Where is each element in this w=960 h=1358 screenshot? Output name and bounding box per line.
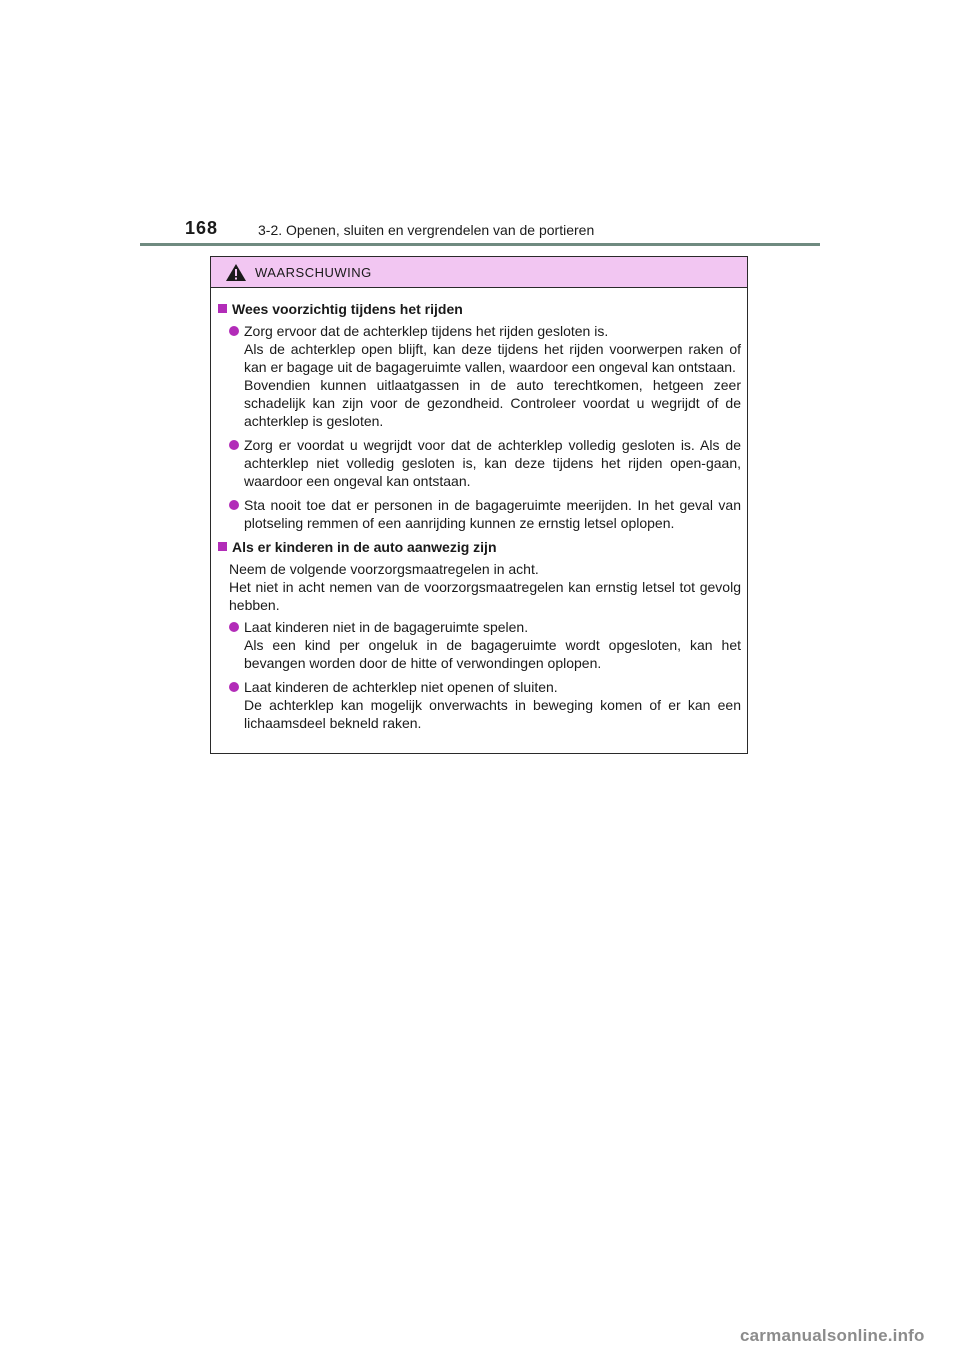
list-item (217, 618, 741, 672)
warning-header (211, 257, 747, 288)
list-item-content (244, 436, 741, 490)
list-item-content (244, 322, 741, 430)
round-bullet-icon (229, 682, 239, 692)
list-item (217, 436, 741, 490)
warning-section (217, 300, 741, 532)
item-paragraph: Als de achterklep open blijft, kan deze tijdens het rijden voorwerpen raken of kan er bagage uit de bagageruimte vallen, waardoor een ongeval kan ontstaan. (244, 341, 741, 375)
item-paragraph: Zorg er voordat u wegrijdt voor dat de achterklep volledig gesloten is. Als de achterklep niet volledig gesloten is, kan deze tijdens het rijden open-gaan, waardoor een ongeval kan ontstaan. (244, 437, 741, 489)
list-item-content (244, 496, 741, 532)
section-heading (217, 538, 741, 556)
page-header (140, 214, 820, 246)
warning-triangle-icon (225, 263, 247, 282)
item-paragraph: Laat kinderen de achterklep niet openen of sluiten. (244, 679, 558, 695)
item-paragraph: Sta nooit toe dat er personen in de bagageruimte meerijden. In het geval van plotseling remmen of een aanrijding kunnen ze ernstig letsel oplopen. (244, 497, 741, 531)
item-paragraph: Als een kind per ongeluk in de bagageruimte wordt opgesloten, kan het bevangen worden door de hitte of verwondingen oplopen. (244, 637, 741, 671)
section-heading-text: Als er kinderen in de auto aanwezig zijn (232, 539, 497, 555)
item-paragraph: De achterklep kan mogelijk onverwachts in beweging komen of er kan een lichaamsdeel bekneld raken. (244, 697, 741, 731)
round-bullet-icon (229, 622, 239, 632)
item-paragraph: Zorg ervoor dat de achterklep tijdens het rijden gesloten is. (244, 323, 609, 339)
item-paragraph: Laat kinderen niet in de bagageruimte spelen. (244, 619, 529, 635)
intro-paragraph: Neem de volgende voorzorgsmaatregelen in acht. (229, 561, 539, 577)
intro-paragraph: Het niet in acht nemen van de voorzorgsmaatregelen kan ernstig letsel tot gevolg hebben. (229, 579, 741, 613)
round-bullet-icon (229, 326, 239, 336)
round-bullet-icon (229, 500, 239, 510)
item-paragraph: Bovendien kunnen uitlaatgassen in de auto terechtkomen, hetgeen zeer schadelijk kan zijn voor de gezondheid. Controleer voordat u wegrijdt of de achterklep is gesloten. (244, 377, 741, 429)
list-item-content (244, 678, 741, 732)
list-item (217, 678, 741, 732)
header-rule (140, 243, 820, 246)
warning-section (217, 538, 741, 732)
section-intro (217, 560, 741, 614)
section-heading (217, 300, 741, 318)
warning-title: WAARSCHUWING (255, 265, 372, 280)
section-heading-text: Wees voorzichtig tijdens het rijden (232, 301, 463, 317)
warning-body (211, 288, 747, 732)
section-title: 3-2. Openen, sluiten en vergrendelen van de portieren (258, 222, 595, 238)
warning-box (210, 256, 748, 754)
square-bullet-icon (218, 304, 227, 313)
list-item (217, 322, 741, 430)
list-item-content (244, 618, 741, 672)
round-bullet-icon (229, 440, 239, 450)
page-number: 168 (185, 218, 219, 238)
watermark: carmanualsonline.info (740, 1326, 925, 1345)
square-bullet-icon (218, 542, 227, 551)
list-item (217, 496, 741, 532)
